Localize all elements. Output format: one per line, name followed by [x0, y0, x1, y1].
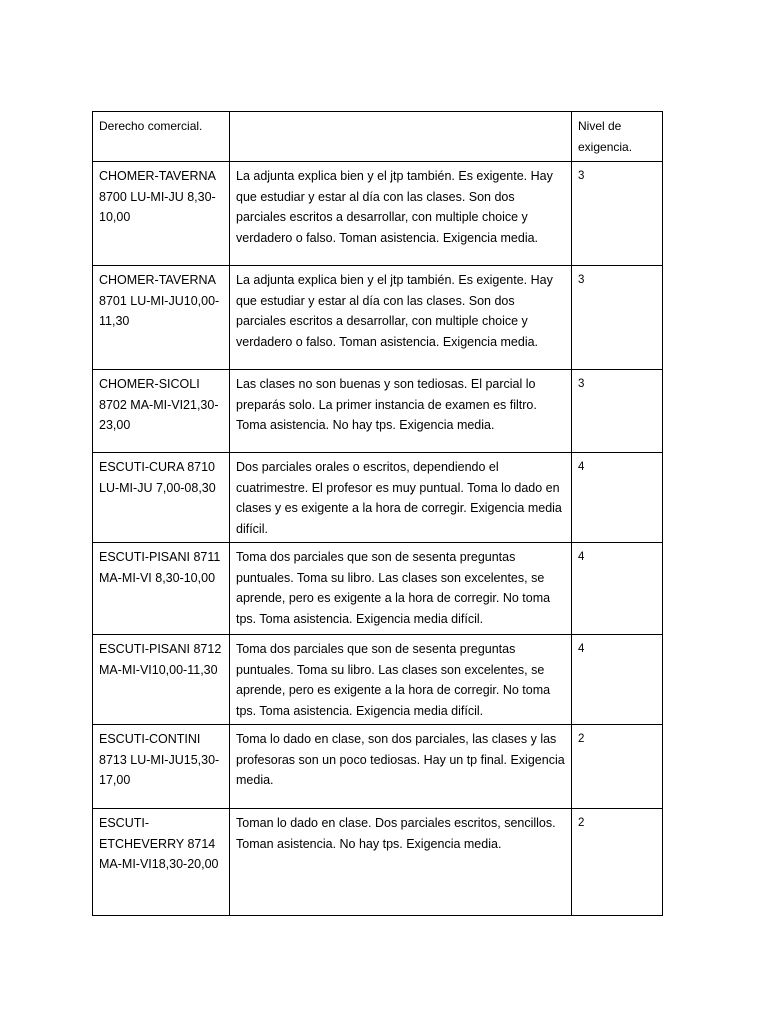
table-row: [93, 543, 663, 635]
description-cell: Toma dos parciales que son de sesenta preguntas puntuales. Toma su libro. Las clases son excelentes, se aprende, pero es exigente a la hora de corregir. No toma tps. Toma asistencia. Exigencia media difícil.: [230, 635, 572, 725]
level-header-cell: Nivel de exigencia.: [572, 112, 663, 162]
table-row: [93, 162, 663, 266]
course-cell: ESCUTI-PISANI 8711 MA-MI-VI 8,30-10,00: [93, 543, 230, 635]
description-cell: La adjunta explica bien y el jtp también. Es exigente. Hay que estudiar y estar al día con las clases. Son dos parciales escritos a desarrollar, con multiple choice y verdadero o falso. Toman asistencia. Exigencia media.: [230, 266, 572, 370]
course-table: [92, 111, 663, 916]
description-cell: Toma lo dado en clase, son dos parciales, las clases y las profesoras son un poco tediosas. Hay un tp final. Exigencia media.: [230, 725, 572, 809]
level-cell: 3: [572, 162, 663, 266]
description-header-cell: [230, 112, 572, 162]
table-row: [93, 725, 663, 809]
course-cell: CHOMER-TAVERNA 8700 LU-MI-JU 8,30-10,00: [93, 162, 230, 266]
subject-header-cell: Derecho comercial.: [93, 112, 230, 162]
table-row: [93, 453, 663, 543]
table-row: [93, 266, 663, 370]
course-cell: ESCUTI-CONTINI 8713 LU-MI-JU15,30-17,00: [93, 725, 230, 809]
description-cell: Toma dos parciales que son de sesenta preguntas puntuales. Toma su libro. Las clases son excelentes, se aprende, pero es exigente a la hora de corregir. No toma tps. Toma asistencia. Exigencia media difícil.: [230, 543, 572, 635]
level-cell: 2: [572, 725, 663, 809]
course-cell: CHOMER-SICOLI 8702 MA-MI-VI21,30-23,00: [93, 370, 230, 453]
course-cell: CHOMER-TAVERNA 8701 LU-MI-JU10,00-11,30: [93, 266, 230, 370]
course-cell: ESCUTI-CURA 8710 LU-MI-JU 7,00-08,30: [93, 453, 230, 543]
course-cell: ESCUTI-ETCHEVERRY 8714 MA-MI-VI18,30-20,00: [93, 809, 230, 916]
level-cell: 4: [572, 543, 663, 635]
table-row: [93, 635, 663, 725]
level-cell: 4: [572, 635, 663, 725]
level-cell: 2: [572, 809, 663, 916]
header-row: [93, 112, 663, 162]
description-cell: Dos parciales orales o escritos, dependiendo el cuatrimestre. El profesor es muy puntual. Toma lo dado en clases y es exigente a la hora de corregir. Exigencia media difícil.: [230, 453, 572, 543]
description-cell: La adjunta explica bien y el jtp también. Es exigente. Hay que estudiar y estar al día con las clases. Son dos parciales escritos a desarrollar, con multiple choice y verdadero o falso. Toman asistencia. Exigencia media.: [230, 162, 572, 266]
course-cell: ESCUTI-PISANI 8712 MA-MI-VI10,00-11,30: [93, 635, 230, 725]
table-row: [93, 809, 663, 916]
description-cell: Las clases no son buenas y son tediosas. El parcial lo preparás solo. La primer instancia de examen es filtro. Toma asistencia. No hay tps. Exigencia media.: [230, 370, 572, 453]
level-cell: 3: [572, 266, 663, 370]
description-cell: Toman lo dado en clase. Dos parciales escritos, sencillos. Toman asistencia. No hay tps. Exigencia media.: [230, 809, 572, 916]
level-cell: 4: [572, 453, 663, 543]
table-row: [93, 370, 663, 453]
level-cell: 3: [572, 370, 663, 453]
